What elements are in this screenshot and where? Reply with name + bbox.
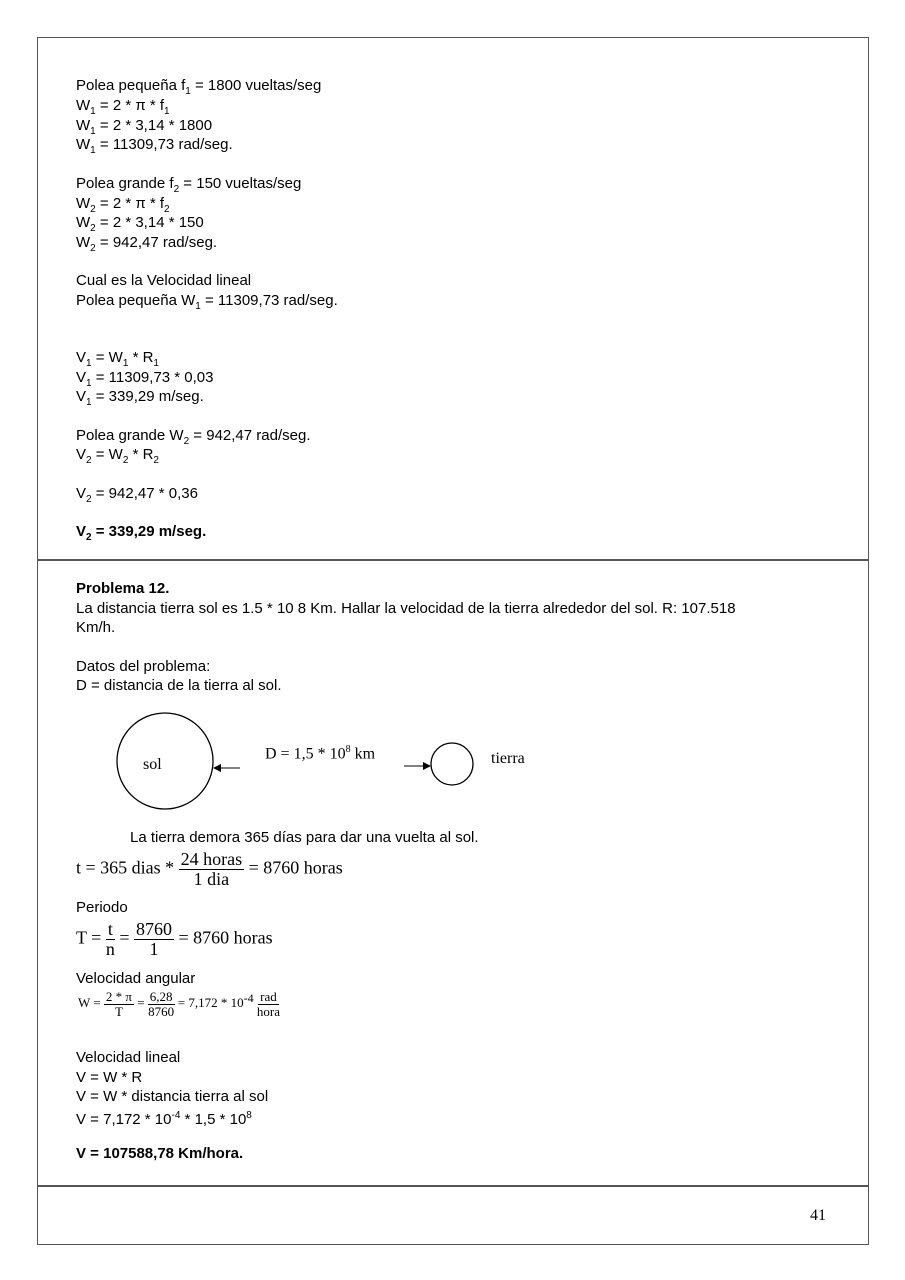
text-segment: 2: [86, 455, 92, 466]
text-segment: 1: [86, 358, 92, 369]
text-segment: 1: [195, 301, 201, 312]
text-segment: Polea pequeña W: [76, 292, 196, 309]
periodo-label: Periodo: [76, 899, 128, 916]
text-segment: = 2 * π * f: [95, 195, 165, 212]
text-segment: V: [76, 349, 87, 366]
formula-W: W = $\frac{2 * \pi}{T}$ = $\frac{6,28}{8760}$ = $7,172 * 10^{-4}$ $\frac{\text{rad}}{\text{hora}}$: [78, 989, 280, 1019]
text-segment: = 339,29 m/seg.: [91, 523, 207, 540]
text-segment: 2: [86, 494, 92, 505]
text-segment: W: [76, 234, 91, 251]
text-segment: = 2 * 3,14 * 150: [95, 214, 204, 231]
formula-t: t = 365 dias * $\frac{\text{24 horas}}{\text{1 dia}}$ = 8760 horas: [76, 849, 343, 889]
text-segment: 1: [86, 397, 92, 408]
text-segment: = 2 * 3,14 * 1800: [95, 117, 213, 134]
text-line: [76, 234, 217, 258]
text-segment: 1: [153, 358, 159, 369]
text-segment: 2: [173, 184, 180, 195]
text-line: [76, 136, 233, 160]
text-segment: = W: [91, 349, 123, 366]
sun-label: sol: [143, 756, 162, 773]
text-segment: W: [76, 97, 91, 114]
earth-circle: [431, 743, 473, 785]
text-line: [76, 1107, 252, 1129]
text-line: [76, 619, 115, 637]
velocidad-angular-label: Velocidad angular: [76, 970, 196, 987]
text-line: [76, 446, 159, 470]
text-segment: V = 7,172 * 10: [76, 1111, 172, 1128]
text-line: [76, 292, 338, 316]
text-segment: Velocidad lineal: [76, 1049, 181, 1066]
text-line: [76, 1049, 180, 1067]
text-segment: Km/h.: [76, 619, 116, 636]
text-segment: 1: [122, 358, 129, 369]
text-segment: La distancia tierra sol es 1.5 * 10 8 Km. Hallar la velocidad de la tierra alrededor del sol. R: 107.518: [76, 600, 736, 617]
text-segment: = 942,47 rad/seg.: [95, 234, 218, 251]
text-segment: 1: [86, 378, 92, 389]
text-segment: W: [76, 136, 91, 153]
text-line: [76, 388, 204, 412]
text-segment: 2: [90, 243, 96, 254]
text-segment: W: [76, 117, 91, 134]
text-segment: = 11309,73 * 0,03: [91, 369, 214, 386]
text-segment: V: [76, 523, 87, 540]
text-line: [76, 600, 736, 618]
text-segment: * 1,5 * 10: [180, 1111, 247, 1128]
text-line: [76, 580, 169, 598]
text-segment: = W: [91, 446, 123, 463]
text-line: [76, 523, 206, 547]
distance-label: $D = 1,5 * 10^8$ km: [265, 744, 376, 763]
text-segment: 2: [164, 204, 170, 215]
text-segment: = 2 * π * f: [95, 97, 165, 114]
text-segment: 1: [90, 106, 96, 117]
text-segment: 1: [90, 145, 96, 156]
text-segment: Polea grande f: [76, 175, 174, 192]
page-number: 41: [810, 1207, 826, 1224]
text-segment: V = W * distancia tierra al sol: [76, 1088, 269, 1105]
footer-box: [37, 1185, 869, 1245]
orbit-sentence: La tierra demora 365 días para dar una vuelta al sol.: [130, 829, 479, 846]
text-segment: Problema 12.: [76, 580, 170, 597]
text-line: [76, 658, 210, 676]
text-segment: W: [76, 214, 91, 231]
text-segment: = 942,47 rad/seg.: [189, 427, 311, 444]
text-segment: = 150 vueltas/seg: [179, 175, 302, 192]
text-segment: V: [76, 369, 87, 386]
text-segment: -4: [171, 1110, 181, 1121]
text-segment: * R: [128, 446, 154, 463]
formula-T: T = $\frac{t}{n}$ = $\frac{8760}{1}$ = 8760 horas: [76, 919, 273, 959]
text-segment: D = distancia de la tierra al sol.: [76, 677, 282, 694]
text-line: [76, 1088, 268, 1106]
text-segment: 2: [90, 223, 96, 234]
text-segment: V = 107588,78 Km/hora.: [76, 1145, 244, 1162]
text-segment: 2: [90, 204, 96, 215]
text-segment: Polea pequeña f: [76, 77, 186, 94]
text-segment: Datos del problema:: [76, 658, 211, 675]
text-line: [76, 272, 251, 290]
text-segment: 8: [246, 1110, 252, 1121]
text-segment: 1: [164, 106, 170, 117]
sun-circle: [117, 713, 213, 809]
text-segment: Polea grande W: [76, 427, 184, 444]
text-segment: = 942,47 * 0,36: [91, 485, 198, 502]
text-line: [76, 485, 198, 509]
text-line: [76, 677, 282, 695]
text-segment: = 1800 vueltas/seg: [190, 77, 322, 94]
text-segment: Cual es la Velocidad lineal: [76, 272, 252, 289]
text-segment: W: [76, 195, 91, 212]
text-segment: * R: [128, 349, 154, 366]
text-segment: 2: [153, 455, 159, 466]
text-line: [76, 1069, 142, 1087]
text-line: [76, 1145, 243, 1163]
earth-label: tierra: [491, 750, 525, 767]
text-segment: 2: [183, 436, 190, 447]
text-segment: V: [76, 485, 87, 502]
text-segment: V = W * R: [76, 1069, 143, 1086]
text-segment: = 339,29 m/seg.: [91, 388, 204, 405]
text-segment: 2: [86, 532, 92, 543]
text-segment: V: [76, 388, 87, 405]
text-segment: = 11309,73 rad/seg.: [95, 136, 233, 153]
text-segment: V: [76, 446, 87, 463]
text-segment: 1: [90, 126, 96, 137]
text-segment: 1: [185, 86, 191, 97]
text-segment: 2: [122, 455, 129, 466]
text-segment: = 11309,73 rad/seg.: [200, 292, 338, 309]
